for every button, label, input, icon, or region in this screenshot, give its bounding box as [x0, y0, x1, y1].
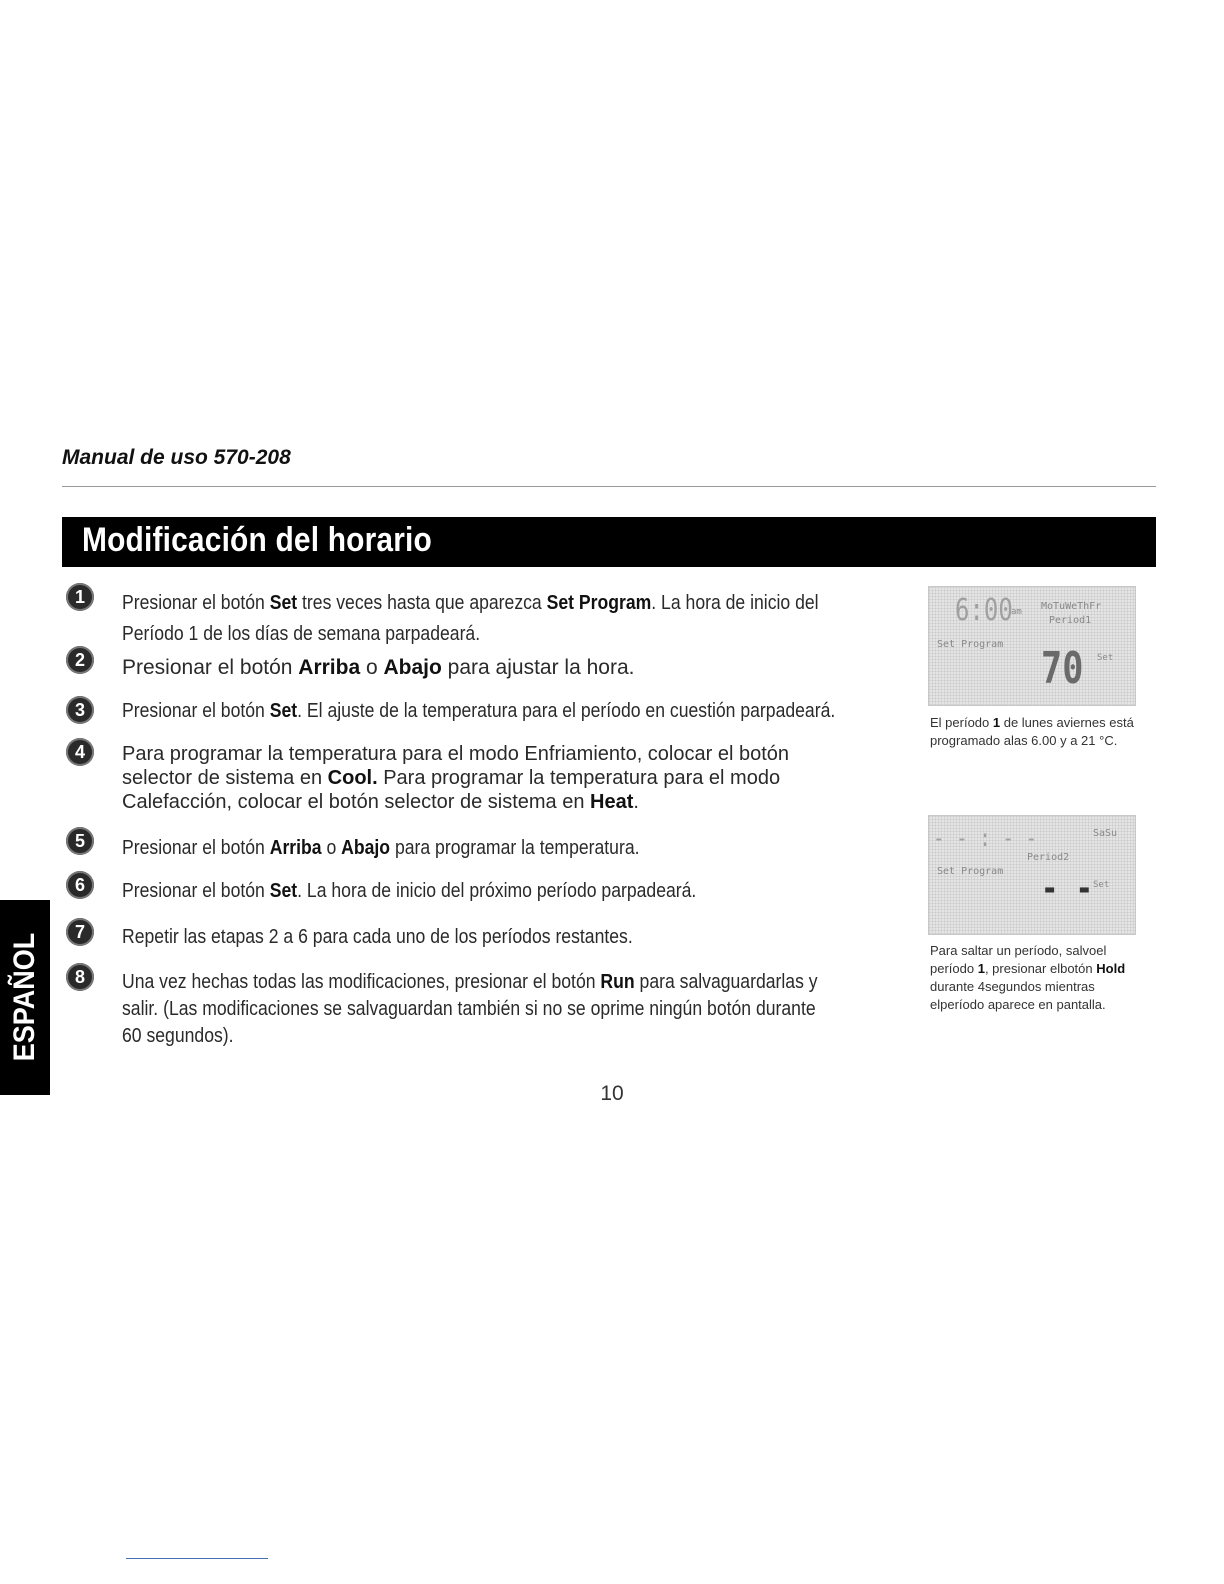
- step-number-2: 2: [66, 646, 94, 674]
- text-run: 60 segundos).: [122, 1025, 234, 1047]
- bold-term: Set Program: [546, 592, 652, 614]
- step-number-4: 4: [66, 738, 94, 766]
- display-set-label: Set: [1097, 653, 1114, 663]
- text-run: El período: [930, 715, 993, 730]
- text-run: .: [633, 791, 639, 813]
- text-run: para salvaguardarlas y: [634, 971, 818, 993]
- text-line: [930, 715, 1064, 730]
- manual-title: Manual de uso 570-208: [62, 446, 291, 469]
- bold-term: Cool.: [327, 767, 378, 789]
- text-run: Para programar la temperatura para el modo Enfriamiento, colocar el botón: [122, 743, 790, 765]
- display-time: - - : - -: [933, 824, 1038, 852]
- text-line: [122, 926, 817, 949]
- text-line: [122, 766, 912, 790]
- step-number-5: 5: [66, 827, 94, 855]
- step-number-7: 7: [66, 918, 94, 946]
- text-line: [1011, 733, 1117, 748]
- step-text-1: [122, 588, 817, 650]
- bold-term: 1: [992, 715, 1001, 730]
- step-number-3: 3: [66, 696, 94, 724]
- display-ampm: am: [1011, 607, 1022, 617]
- bold-term: Arriba: [269, 837, 322, 859]
- display-mode: Set Program: [937, 866, 1004, 877]
- text-run: Presionar el botón: [122, 837, 270, 859]
- text-line: [122, 619, 817, 650]
- text-run: de lunes a: [1000, 715, 1064, 730]
- bold-term: Arriba: [298, 656, 361, 679]
- bold-term: Set: [269, 880, 298, 902]
- text-run: viernes está programado a: [930, 715, 1134, 748]
- footer-line: [126, 1558, 268, 1559]
- text-line: [930, 943, 1096, 958]
- text-run: el período: [930, 943, 1107, 976]
- step-text-4: [122, 742, 912, 814]
- page-number: 10: [600, 1082, 624, 1105]
- text-run: . La hora de inicio del: [651, 592, 819, 614]
- text-line: [122, 969, 817, 996]
- display-period: Period1: [1049, 615, 1092, 626]
- display-days: MoTuWeThFr: [1041, 601, 1102, 612]
- text-run: Presionar el botón: [122, 592, 270, 614]
- bold-term: Set: [269, 700, 298, 722]
- text-run: período aparece en pantalla.: [940, 997, 1106, 1012]
- bold-term: Run: [600, 971, 635, 993]
- header-divider: [62, 486, 1156, 487]
- text-run: segundos mientras el: [930, 979, 1095, 1012]
- step-text-6: [122, 880, 817, 903]
- text-run: para ajustar la hora.: [441, 656, 635, 679]
- text-run: salir. (Las modificaciones se salvaguardan también si no se oprime ningún botón durante: [122, 998, 816, 1020]
- text-run: tres veces hasta que aparezca: [297, 592, 547, 614]
- text-run: , presionar el: [984, 961, 1061, 976]
- display-days: SaSu: [1093, 828, 1118, 839]
- step-text-5: [122, 837, 817, 860]
- text-run: Presionar el botón: [122, 880, 270, 902]
- step-text-2: [122, 655, 912, 681]
- step-number-8: 8: [66, 963, 94, 991]
- text-line: [122, 742, 912, 766]
- text-run: las 6.00 y a 21 °C.: [1010, 733, 1118, 748]
- thermostat-display-period1: [928, 586, 1136, 706]
- text-run: o: [321, 837, 342, 859]
- text-run: durante 4: [930, 979, 985, 994]
- display-mode: Set Program: [937, 639, 1004, 650]
- bold-term: Set: [269, 592, 298, 614]
- display-time: 6:00: [955, 593, 1013, 628]
- text-run: Repetir las etapas 2 a 6 para cada uno de los períodos restantes.: [122, 926, 633, 948]
- language-tab-label: ESPAÑOL: [8, 932, 41, 1062]
- text-run: Período 1 de los días de semana parpadeará.: [122, 623, 481, 645]
- text-run: . La hora de inicio del próximo período parpadeará.: [297, 880, 697, 902]
- bold-term: Abajo: [383, 656, 442, 679]
- text-run: Para programar la temperatura para el modo: [377, 767, 781, 789]
- text-line: [122, 1023, 817, 1050]
- text-line: [122, 655, 912, 681]
- bold-term: Heat: [590, 791, 634, 813]
- text-run: botón: [1060, 961, 1097, 976]
- display-set-label: Set: [1093, 880, 1110, 890]
- text-run: . El ajuste de la temperatura para el período en cuestión parpadeará.: [297, 700, 836, 722]
- text-run: Una vez hechas todas las modificaciones, presionar el botón: [122, 971, 601, 993]
- step-text-3: [122, 700, 836, 723]
- step-number-1: 1: [66, 583, 94, 611]
- bold-term: Hold: [1096, 961, 1126, 976]
- text-run: selector de sistema en: [122, 767, 328, 789]
- step-text-7: [122, 926, 817, 949]
- display-temperature: 70: [1041, 643, 1084, 694]
- text-run: Calefacción, colocar el botón selector de sistema en: [122, 791, 591, 813]
- display-period: Period2: [1027, 852, 1070, 863]
- section-title: Modificación del horario: [82, 521, 433, 559]
- text-run: o: [360, 656, 384, 679]
- text-run: para programar la temperatura.: [390, 837, 640, 859]
- text-line: [122, 996, 817, 1023]
- text-line: [122, 880, 817, 903]
- text-run: Presionar el botón: [122, 656, 299, 679]
- thermostat-display-period2: [928, 815, 1136, 935]
- bold-term: 1: [977, 961, 985, 976]
- bold-term: Abajo: [341, 837, 391, 859]
- text-line: [122, 588, 817, 619]
- text-line: [940, 997, 1106, 1012]
- text-line: [122, 837, 817, 860]
- text-run: Para saltar un período, salvo: [930, 943, 1097, 958]
- caption-period2: [930, 942, 1140, 1014]
- caption-period1: [930, 714, 1140, 750]
- text-line: [122, 790, 912, 814]
- display-temperature: - -: [1041, 868, 1094, 909]
- step-number-6: 6: [66, 871, 94, 899]
- step-text-8: [122, 969, 817, 1050]
- text-run: Presionar el botón: [122, 700, 270, 722]
- text-line: [122, 700, 836, 723]
